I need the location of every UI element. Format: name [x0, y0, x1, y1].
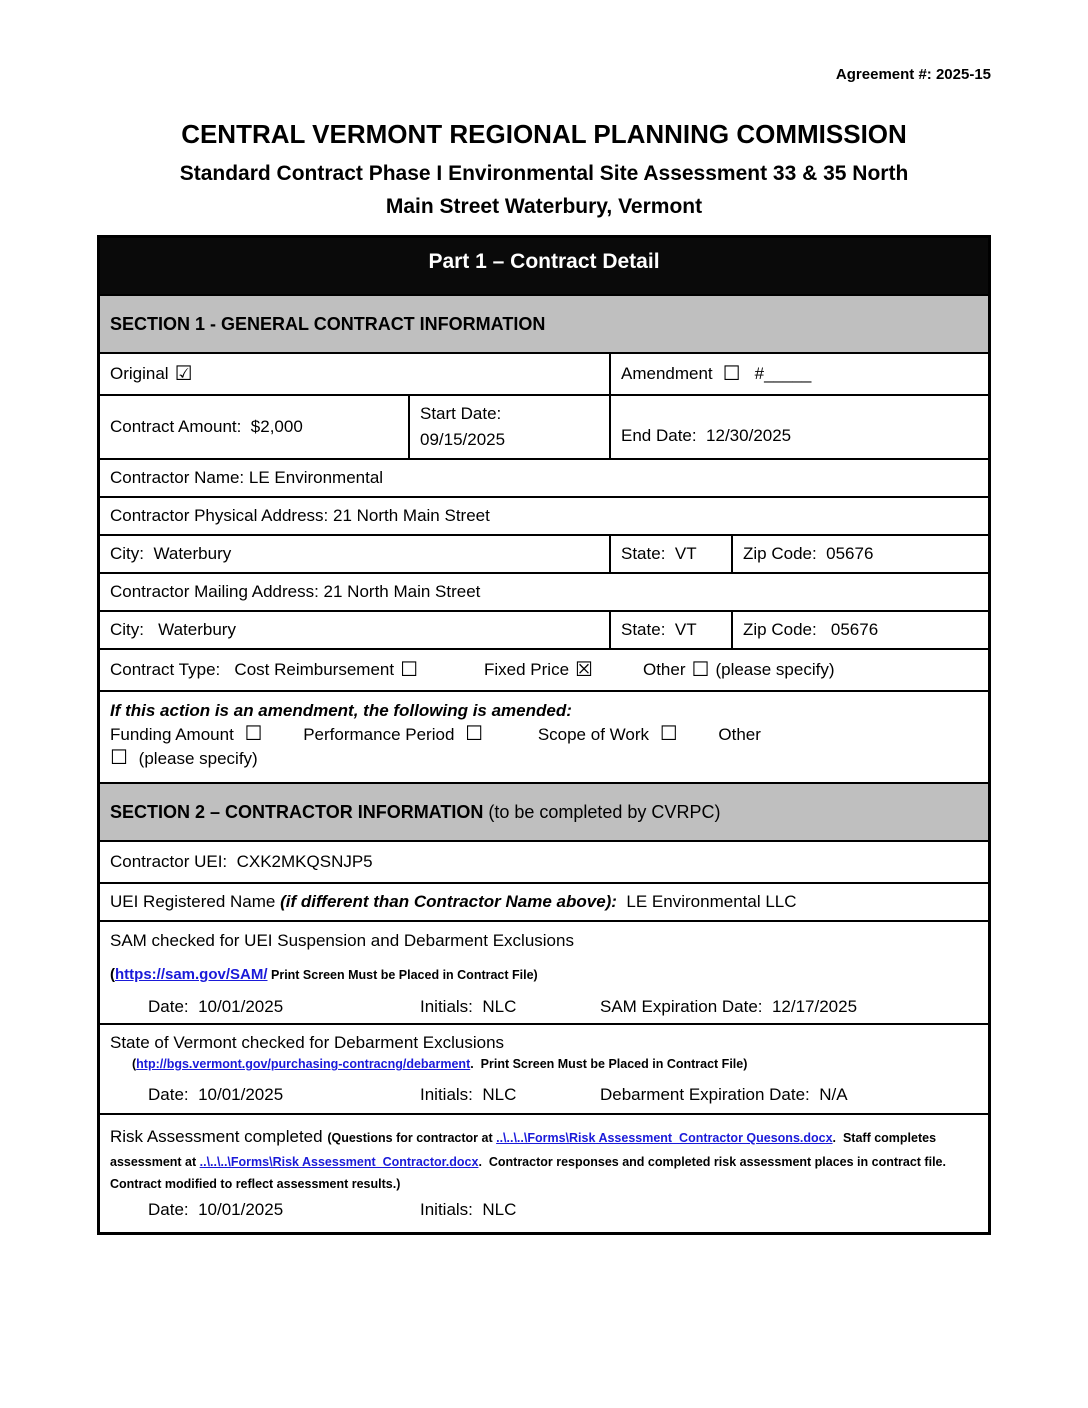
contract-amount-cell: [100, 396, 408, 458]
uei-name-cell: [100, 884, 988, 920]
risk-date: Date: 10/01/2025: [148, 1199, 284, 1219]
part1-header: Part 1 – Contract Detail: [100, 238, 988, 294]
contractor-uei: Contractor UEI: CXK2MKQSNJP5: [110, 852, 373, 872]
doc-subtitle: [97, 158, 991, 223]
vt-check-title: State of Vermont checked for Debarment Exclusions: [110, 1033, 505, 1053]
vt-date: Date: 10/01/2025: [148, 1085, 284, 1105]
vt-paren: (: [132, 1057, 137, 1072]
mailing-state: State: VT: [621, 620, 697, 640]
physical-state: State: VT: [621, 544, 697, 564]
amendment-note: If this action is an amendment, the following is amended:: [110, 701, 572, 721]
fixed-price-checkbox[interactable]: ☒: [575, 659, 593, 682]
physical-address: Contractor Physical Address: 21 North Main Street: [110, 506, 490, 526]
physical-city: City: Waterbury: [110, 544, 232, 564]
amendment-checkbox[interactable]: ☐: [722, 363, 741, 386]
vt-link-line: [132, 1057, 978, 1071]
sam-date: Date: 10/01/2025: [148, 997, 284, 1017]
risk-link-assessment[interactable]: ..\..\..\Forms\Risk Assessment_Contractor.docx: [199, 1154, 479, 1169]
risk-link-questions[interactable]: ..\..\..\Forms\Risk Assessment_Contractor Quesons.docx: [496, 1131, 833, 1146]
amendment-label: Amendment: [621, 364, 713, 384]
risk-p3: . Contractor responses and completed risk assessment places in contract file. Contract modified to reflect assessment results.): [110, 1154, 950, 1191]
sam-date-line: [110, 997, 978, 1017]
contractor-name-cell: [100, 460, 988, 496]
mailing-address: Contractor Mailing Address: 21 North Main Street: [110, 582, 481, 602]
other-checkbox[interactable]: ☐: [691, 659, 710, 682]
physical-zip: Zip Code: 05676: [743, 544, 874, 564]
part1-header-row: [100, 238, 988, 294]
risk-p1: (Questions for contractor at: [327, 1131, 497, 1146]
cost-reimbursement-checkbox[interactable]: ☐: [400, 659, 419, 682]
original-cell: [100, 354, 609, 394]
sam-check-row: [100, 920, 988, 1023]
physical-state-cell: [609, 536, 731, 572]
other-label: Other: [642, 660, 686, 680]
section2-header: SECTION 2 – CONTRACTOR INFORMATION: [110, 801, 484, 822]
physical-address-cell: [100, 498, 988, 534]
amend-specify-label: (please specify): [138, 749, 258, 769]
vt-expiration: Debarment Expiration Date: N/A: [600, 1085, 848, 1105]
performance-period-label: Performance Period: [303, 725, 455, 745]
sam-link[interactable]: https://sam.gov/SAM/: [115, 966, 268, 984]
physical-city-row: [100, 534, 988, 572]
amendment-cell: [609, 354, 988, 394]
amendment-specify-line: [110, 748, 978, 769]
original-amendment-row: [100, 352, 988, 394]
mailing-state-cell: [609, 612, 731, 648]
original-checkbox[interactable]: ☑: [174, 363, 193, 386]
mailing-city: City: Waterbury: [110, 620, 236, 640]
other-specify: (please specify): [715, 660, 835, 680]
section1-header-row: [100, 294, 988, 352]
original-label: Original: [110, 364, 169, 384]
fixed-price-label: Fixed Price: [484, 660, 570, 680]
doc-subtitle-line1: Standard Contract Phase I Environmental Site Assessment 33 & 35 North: [179, 162, 909, 185]
uei-name-italic: (if different than Contractor Name above):: [280, 892, 617, 912]
section2-header-suffix: (to be completed by CVRPC): [483, 801, 721, 822]
contract-type-row: [100, 648, 988, 690]
start-date-label: Start Date:: [420, 404, 502, 424]
performance-period-checkbox[interactable]: ☐: [465, 723, 484, 746]
vt-date-line: [110, 1085, 978, 1105]
mailing-address-cell: [100, 574, 988, 610]
sam-paren: (: [110, 966, 115, 984]
physical-zip-cell: [731, 536, 988, 572]
section2-header-cell: [100, 784, 988, 840]
start-date-cell: [408, 396, 609, 458]
sam-link-line: [110, 964, 978, 984]
start-date-value: 09/15/2025: [420, 430, 506, 450]
physical-address-row: [100, 496, 988, 534]
amend-other-label: Other: [718, 725, 761, 745]
sam-expiration: SAM Expiration Date: 12/17/2025: [600, 997, 858, 1017]
sam-check-title: SAM checked for UEI Suspension and Debarment Exclusions: [110, 931, 574, 951]
risk-assessment-cell: [100, 1115, 988, 1232]
contractor-name: Contractor Name: LE Environmental: [110, 468, 384, 488]
scope-of-work-label: Scope of Work: [537, 725, 649, 745]
amend-specify-checkbox[interactable]: ☐: [110, 747, 128, 770]
doc-title: CENTRAL VERMONT REGIONAL PLANNING COMMISSION: [181, 119, 907, 149]
risk-paragraph: [110, 1122, 978, 1196]
vt-check-row: [100, 1023, 988, 1113]
amendment-note-row: [100, 690, 988, 782]
vt-initials: Initials: NLC: [420, 1085, 517, 1105]
amendment-number: #_____: [754, 364, 812, 384]
risk-initials: Initials: NLC: [420, 1199, 517, 1219]
physical-city-cell: [100, 536, 609, 572]
vt-link[interactable]: htp://bgs.vermont.gov/purchasing-contracng/debarment: [136, 1057, 471, 1072]
section1-header: SECTION 1 - GENERAL CONTRACT INFORMATION: [100, 296, 988, 352]
funding-amount-checkbox[interactable]: ☐: [244, 723, 263, 746]
agreement-number: Agreement #: 2025-15: [835, 66, 991, 83]
mailing-zip: Zip Code: 05676: [743, 620, 879, 640]
contract-type-label: Contract Type: Cost Reimbursement: [110, 660, 395, 680]
risk-assessment-row: [100, 1113, 988, 1232]
contract-amount: Contract Amount: $2,000: [110, 417, 303, 437]
contract-type-cell: [100, 650, 988, 690]
vt-note: . Print Screen Must be Placed in Contract File): [470, 1057, 748, 1072]
sam-initials: Initials: NLC: [420, 997, 517, 1017]
sam-check-cell: [100, 922, 988, 1023]
contract-detail-table: [97, 235, 991, 1235]
doc-subtitle-line2: Main Street Waterbury, Vermont: [385, 194, 703, 218]
uei-name-row: [100, 882, 988, 920]
funding-amount-label: Funding Amount: [110, 725, 234, 745]
sam-note: Print Screen Must be Placed in Contract File): [267, 968, 538, 983]
vt-check-cell: [100, 1025, 988, 1113]
contractor-name-row: [100, 458, 988, 496]
mailing-city-row: [100, 610, 988, 648]
mailing-zip-cell: [731, 612, 988, 648]
end-date: End Date: 12/30/2025: [621, 426, 792, 446]
amount-dates-row: [100, 394, 988, 458]
mailing-city-cell: [100, 612, 609, 648]
risk-title: Risk Assessment completed: [110, 1127, 328, 1147]
uei-name-label: UEI Registered Name: [110, 892, 281, 912]
amendment-options: [110, 724, 978, 745]
end-date-cell: [609, 396, 988, 458]
mailing-address-row: [100, 572, 988, 610]
scope-of-work-checkbox[interactable]: ☐: [659, 723, 678, 746]
risk-date-line: [110, 1200, 978, 1220]
risk-p2: . Staff completes assessment at: [110, 1131, 937, 1169]
section2-header-row: [100, 782, 988, 840]
uei-name-value: LE Environmental LLC: [616, 892, 797, 912]
contractor-uei-cell: [100, 842, 988, 882]
amendment-note-cell: [100, 692, 988, 782]
contractor-uei-row: [100, 840, 988, 882]
